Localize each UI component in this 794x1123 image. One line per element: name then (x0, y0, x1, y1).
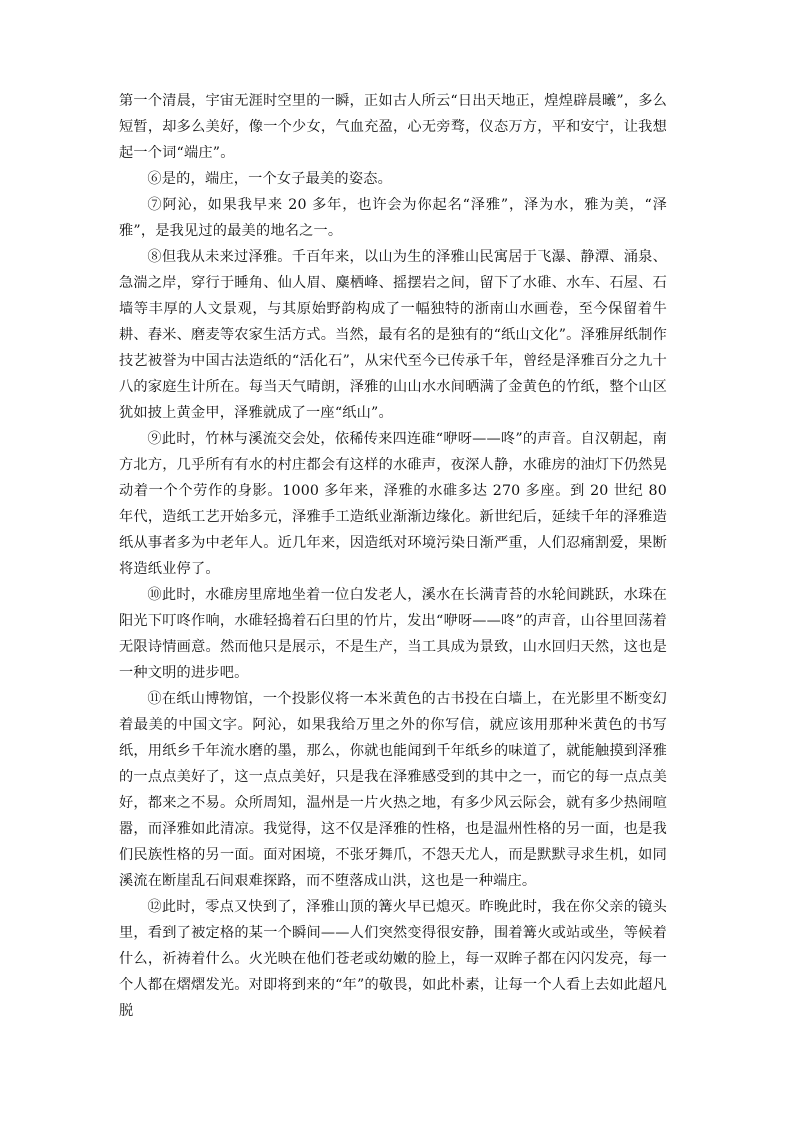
paragraph-10: ⑩此时，水碓房里席地坐着一位白发老人，溪水在长满青苔的水轮间跳跃，水珠在阳光下叮咚作响，水碓轻捣着石臼里的竹片，发出“咿呀——咚”的声音，山谷里回荡着无限诗情画意。然而他只是展示，不是生产，当工具成为景致，山水回归天然，这也是一种文明的进步吧。 (119, 587, 667, 681)
paragraph-6: ⑥是的，端庄，一个女子最美的姿态。 (147, 171, 392, 187)
article-body (119, 88, 667, 1024)
paragraph-9: ⑨此时，竹林与溪流交会处，依稀传来四连碓“咿呀——咚”的声音。自汉朝起，南方北方，几乎所有有水的村庄都会有这样的水碓声，夜深人静，水碓房的油灯下仍然晃动着一个个劳作的身影。1000 多年来，泽雅的水碓多达 270 多座。到 20 世纪 80 年代，造纸工艺开始多元，泽雅手工造纸业渐渐边缘化。新世纪后，延续千年的泽雅造纸从事者多为中老年人。近几年来，因造纸对环境污染日渐严重，人们忍痛割爱，果断将造纸业停了。 (119, 431, 667, 577)
paragraph-12: ⑫此时，零点又快到了，泽雅山顶的篝火早已熄灭。昨晚此时，我在你父亲的镜头里，看到了被定格的某一个瞬间——人们突然变得很安静，围着篝火或站或坐，等候着什么，祈祷着什么。火光映在他们苍老或幼嫩的脸上，每一双眸子都在闪闪发亮，每一个人都在熠熠发光。对即将到来的“年”的敬畏，如此朴素，让每一个人看上去如此超凡脱 (119, 899, 667, 1019)
paragraph-11: ⑪在纸山博物馆，一个投影仪将一本米黄色的古书投在白墙上，在光影里不断变幻着最美的中国文字。阿沁，如果我给万里之外的你写信，就应该用那种米黄色的书写纸，用纸乡千年流水磨的墨，那么，你就也能闻到千年纸乡的味道了，就能触摸到泽雅的一点点美好了，这一点点美好，只是我在泽雅感受到的其中之一，而它的每一点点美好，都来之不易。众所周知，温州是一片火热之地，有多少风云际会，就有多少热闹喧嚣，而泽雅如此清凉。我觉得，这不仅是泽雅的性格，也是温州性格的另一面，也是我们民族性格的另一面。面对困境，不张牙舞爪，不怨天尤人，而是默默寻求生机，如同溪流在断崖乱石间艰难探路，而不堕落成山洪，这也是一种端庄。 (119, 691, 667, 889)
paragraph-7: ⑦阿沁，如果我早来 20 多年，也许会为你起名“泽雅”，泽为水，雅为美，“泽雅”，是我见过的最美的地名之一。 (119, 197, 667, 239)
paragraph-8: ⑧但我从未来过泽雅。千百年来，以山为生的泽雅山民寓居于飞瀑、静潭、涌泉、急湍之岸，穿行于睡角、仙人眉、麋栖峰、摇摆岩之间，留下了水碓、水车、石屋、石墙等丰厚的人文景观，与其原始野韵构成了一幅独特的浙南山水画卷，至今保留着牛耕、舂米、磨麦等农家生活方式。当然，最有名的是独有的“纸山文化”。泽雅屏纸制作技艺被誉为中国古法造纸的“活化石”，从宋代至今已传承千年，曾经是泽雅百分之九十八的家庭生计所在。每当天气晴朗，泽雅的山山水水间晒满了金黄色的竹纸，整个山区犹如披上黄金甲，泽雅就成了一座“纸山”。 (119, 249, 667, 421)
paragraph-5-continuation: 第一个清晨，宇宙无涯时空里的一瞬，正如古人所云“日出天地正，煌煌辟晨曦”，多么短暂，却多么美好，像一个少女，气血充盈，心无旁骛，仪态万方，平和安宁，让我想起一个词“端庄”。 (119, 93, 667, 161)
